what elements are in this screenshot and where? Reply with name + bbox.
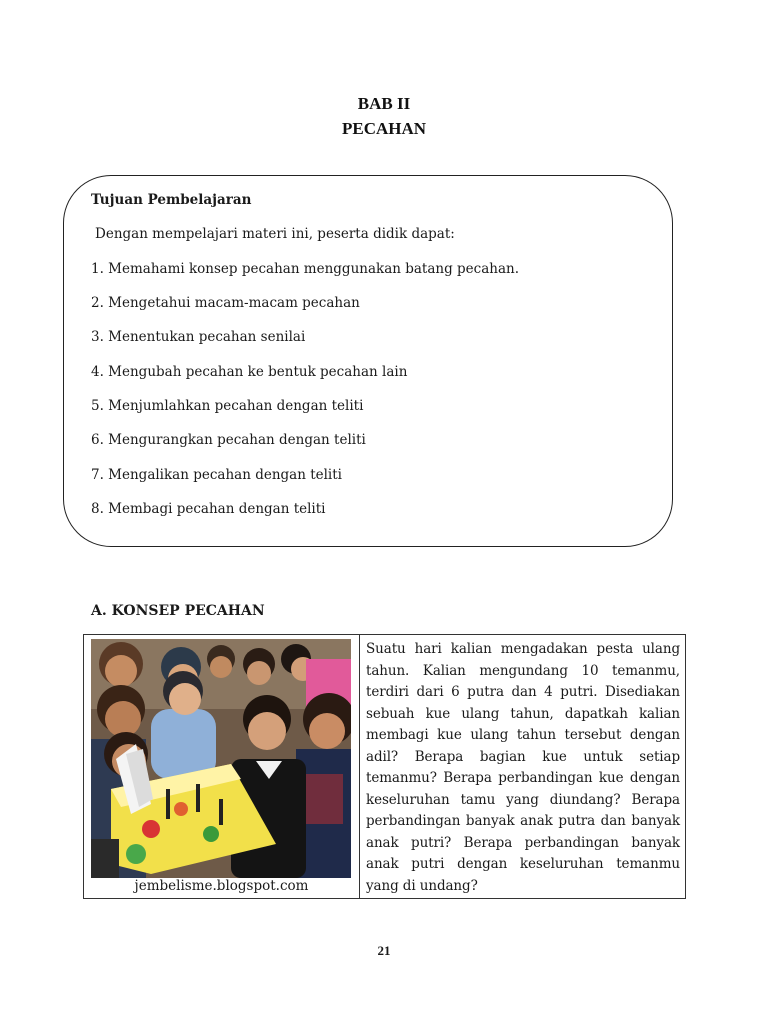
birthday-party-photo — [91, 639, 351, 878]
objective-item: 7. Mengalikan pecahan dengan teliti — [91, 467, 342, 483]
section-title: A. KONSEP PECAHAN — [91, 603, 265, 619]
objective-item: 5. Menjumlahkan pecahan dengan teliti — [91, 398, 364, 414]
objective-item: 4. Mengubah pecahan ke bentuk pecahan lain — [91, 364, 408, 380]
story-text: Suatu hari kalian mengadakan pesta ulang tahun. Kalian mengundang 10 temanmu, terdiri dari 6 putra dan 4 putri. Disediakan sebuah kue ulang tahun, dapatkah kalian membagi kue ulang tahun tersebut dengan adil? Berapa bagian kue untuk setiap temanmu? Berapa perbandingan kue dengan keseluruhan tamu yang diundang? Berapa perbandingan banyak anak putra dan banyak anak putri? Berapa perbandingan banyak anak putri dengan keseluruhan temanmu yang di undang? — [366, 641, 680, 894]
objectives-heading: Tujuan Pembelajaran — [91, 192, 252, 208]
objective-item: 8. Membagi pecahan dengan teliti — [91, 501, 326, 517]
objectives-intro: Dengan mempelajari materi ini, peserta didik dapat: — [95, 226, 455, 242]
table-divider — [359, 635, 360, 898]
photo-caption: jembelisme.blogspot.com — [134, 878, 309, 894]
page-number: 21 — [377, 943, 391, 958]
chapter-number: BAB II — [357, 94, 411, 113]
objective-item: 3. Menentukan pecahan senilai — [91, 329, 306, 345]
concept-table — [83, 634, 686, 899]
chapter-title: PECAHAN — [341, 119, 427, 138]
objective-item: 6. Mengurangkan pecahan dengan teliti — [91, 432, 366, 448]
objective-item: 2. Mengetahui macam-macam pecahan — [91, 295, 360, 311]
objective-item: 1. Memahami konsep pecahan menggunakan batang pecahan. — [91, 261, 519, 277]
learning-objectives-box — [63, 175, 673, 547]
